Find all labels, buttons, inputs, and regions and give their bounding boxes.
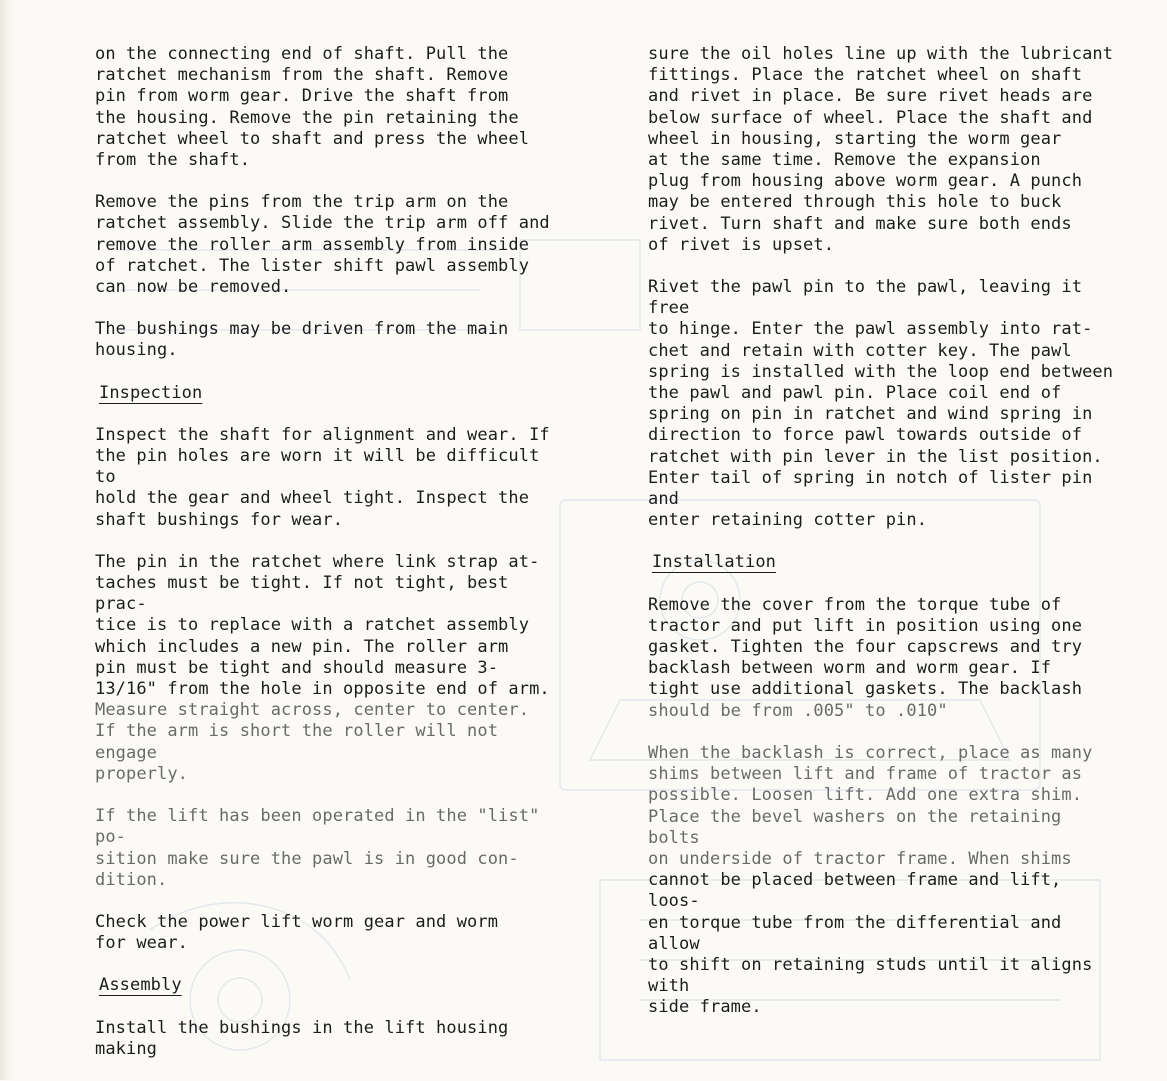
- paragraph-removal-trip-arm: Remove the pins from the trip arm on the ratchet assembly. Slide the trip arm off and remove the roller arm assembly from inside of ratchet. The lister shift pawl assembly can now be removed.: [95, 192, 550, 298]
- paragraph-inspect-shaft: Inspect the shaft for alignment and wear. If the pin holes are worn it will be difficult to hold the gear and wheel tight. Inspect the shaft bushings for wear.: [95, 424, 550, 530]
- paragraph-remove-cover: Remove the cover from the torque tube of tractor and put lift in position using one gasket. Tighten the four capscrews and try backlash between worm and worm gear. If tight use additional gaskets. The backlash: [648, 594, 1083, 700]
- paragraph-removal-shaft: on the connecting end of shaft. Pull the ratchet mechanism from the shaft. Remove pin from worm gear. Drive the shaft from the housing. Remove the pin retaining the ratchet wheel to shaft and press the wheel from the shaft.: [95, 44, 530, 171]
- heading-installation: Installation: [652, 552, 777, 573]
- heading-inspection: Inspection: [99, 382, 203, 403]
- paragraph-pawl-pin: Rivet the pawl pin to the pawl, leaving it free to hinge. Enter the pawl assembly into rat- chet and retain with cotter key. The pawl spring is installed with the loop end between the pawl and pawl pin. Place coil end of spring on pin in ratchet and wind spring in direction to force pawl towards outside of ratchet with pin lever in the list position. Enter tail of spring in notch of lister pin and enter retaining cotter pin.: [648, 277, 1114, 531]
- paragraph-install-bushings: Install the bushings in the lift housing making: [95, 1017, 509, 1059]
- paragraph-oil-holes: sure the oil holes line up with the lubricant fittings. Place the ratchet wheel on shaft and rivet in place. Be sure rivet heads are below surface of wheel. Place the shaft and wheel in housing, starting the worm gear at the same time. Remove the expansion plug from housing above worm gear. A punch may be entered through this hole to buck rivet. Turn shaft and make sure both ends of rivet is upset.: [648, 44, 1114, 255]
- page-edge-shadow: [0, 0, 14, 1080]
- paragraph-backlash-range: should be from .005" to .010": [648, 700, 948, 721]
- paragraph-ratchet-pin: The pin in the ratchet where link strap at- taches must be tight. If not tight, best prac- tice is to replace with a ratchet assembly which includes a new pin. The roller arm pin must be tight and should measure 3- 13/16" from the hole in opposite end of arm.: [95, 551, 550, 700]
- paragraph-bushings: The bushings may be driven from the main housing.: [95, 319, 509, 361]
- paragraph-check-worm-gear: Check the power lift worm gear and worm for wear.: [95, 911, 499, 954]
- paragraph-torque-tube: cannot be placed between frame and lift, loos- en torque tube from the differential and allow to shift on retaining studs until it aligns with side frame.: [648, 870, 1093, 1018]
- paragraph-shims: When the backlash is correct, place as many shims between lift and frame of tractor as possible. Loosen lift. Add one extra shim. Place the bevel washers on the retaining bolts on underside of tractor frame. When shims: [648, 742, 1093, 869]
- paragraph-list-position: If the lift has been operated in the "list" po- sition make sure the pawl is in good con- dition.: [95, 806, 540, 890]
- paragraph-measure: Measure straight across, center to center. If the arm is short the roller will not engage properly.: [95, 700, 530, 784]
- right-column: [648, 44, 1118, 1040]
- left-column: [95, 44, 565, 1081]
- heading-assembly: Assembly: [99, 975, 182, 996]
